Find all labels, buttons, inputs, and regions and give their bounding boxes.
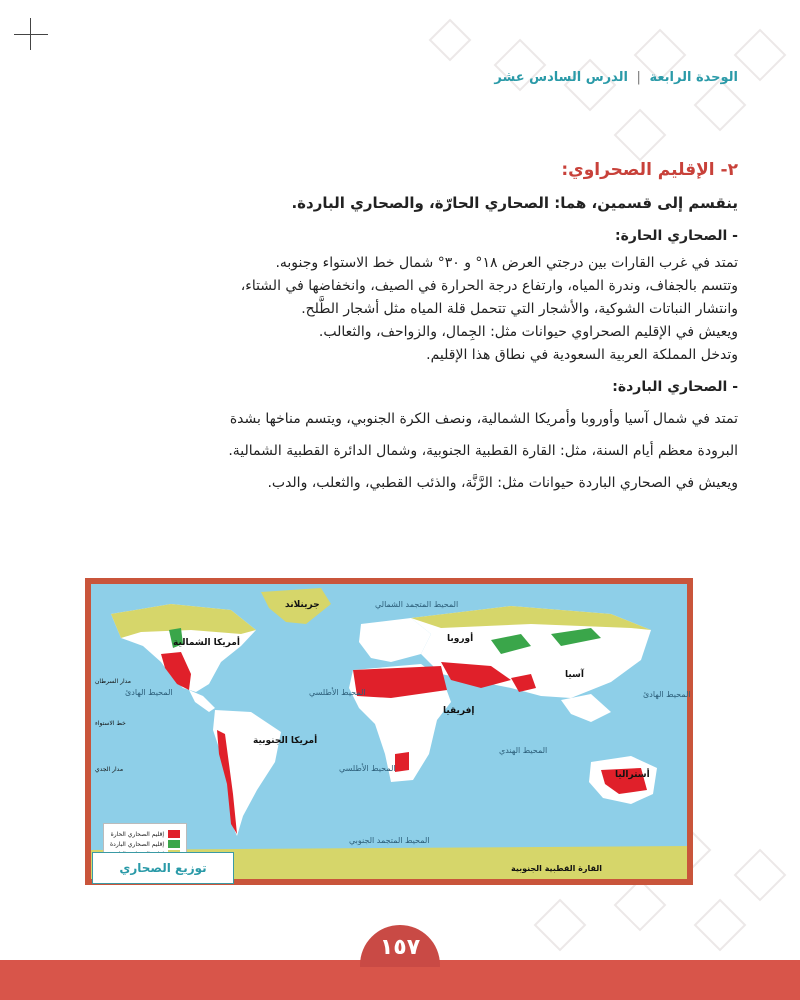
map-label-capricorn: مدار الجدي	[95, 766, 124, 773]
map-label-pacific-west: المحيط الهادئ	[125, 688, 173, 697]
map-label-asia: آسيا	[565, 670, 584, 680]
hot-line: وتدخل المملكة العربية السعودية في نطاق هذا الإقليم.	[426, 347, 738, 363]
map-label-cancer: مدار السرطان	[95, 678, 132, 685]
map-label-equator: خط الاستواء	[95, 720, 126, 727]
legend-label: إقليم الصحاري الحارة	[110, 830, 164, 838]
map-label-antarctica: القارة القطبية الجنوبية	[511, 864, 602, 873]
map-label-africa: إفريقيا	[443, 706, 475, 716]
map-label-pacific-east: المحيط الهادئ	[643, 690, 691, 699]
cold-line: ويعيش في الصحاري الباردة حيوانات مثل: الرَّنَّة، والذئب القطبي، والثعلب، والدب.	[267, 475, 738, 491]
map-caption-badge: توزيع الصحاري	[92, 852, 234, 884]
cold-line: تمتد في شمال آسيا وأوروبا وأمريكا الشمالية، ونصف الكرة الجنوبي، ويتسم مناخها بشدة	[229, 411, 738, 427]
kalahari-hot	[395, 752, 409, 772]
cold-deserts-heading: - الصحاري الباردة:	[612, 379, 738, 395]
corner-mark	[14, 34, 48, 35]
unit-label: الوحدة الرابعة	[649, 70, 738, 85]
map-label-greenland: جرينلاند	[285, 600, 320, 610]
section-intro: ينقسم إلى قسمين، هما: الصحاري الحارّة، والصحاري الباردة.	[291, 194, 738, 212]
map-label-atlantic-north: المحيط الأطلسي	[309, 688, 366, 697]
map-label-southern: المحيط المتجمد الجنوبي	[349, 836, 430, 845]
world-desert-map	[85, 578, 693, 885]
header-separator: |	[636, 70, 641, 85]
hot-line: تمتد في غرب القارات بين درجتي العرض ١٨° و ٣٠° شمال خط الاستواء وجنوبه.	[275, 255, 738, 271]
map-label-south-america: أمريكا الجنوبية	[253, 736, 318, 746]
legend-item	[110, 830, 180, 838]
legend-swatch-hot	[168, 830, 180, 838]
map-label-australia: أستراليا	[615, 770, 650, 780]
hot-line: ويعيش في الإقليم الصحراوي حيوانات مثل: الجِمال، والزواحف، والثعالب.	[318, 324, 738, 340]
main-content	[48, 160, 738, 499]
lesson-label: الدرس السادس عشر	[494, 70, 628, 85]
hot-line: وانتشار النباتات الشوكية، والأشجار التي تتحمل قلة المياه مثل أشجار الطَّلح.	[301, 301, 738, 317]
map-label-europe: أوروبا	[447, 634, 474, 644]
section-title: ٢- الإقليم الصحراوي:	[561, 160, 738, 180]
page-header	[494, 70, 738, 85]
map-label-north-america: أمريكا الشمالية	[173, 638, 240, 648]
hot-deserts-heading: - الصحاري الحارة:	[615, 228, 738, 244]
page-number: ١٥٧	[360, 925, 440, 967]
cold-line: البرودة معظم أيام السنة، مثل: القارة القطبية الجنوبية، وشمال الدائرة القطبية الشمالية.	[228, 443, 738, 459]
hot-line: وتتسم بالجفاف، وندرة المياه، وارتفاع درجة الحرارة في الصيف، وانخفاضها في الشتاء،	[240, 278, 738, 294]
legend-item	[110, 840, 180, 848]
map-label-arctic: المحيط المتجمد الشمالي	[375, 600, 459, 609]
legend-swatch-cold	[168, 840, 180, 848]
legend-label: إقليم الصحاري الباردة	[110, 840, 164, 848]
map-label-indian: المحيط الهندي	[499, 746, 548, 755]
map-label-atlantic-south: المحيط الأطلسي	[339, 764, 396, 773]
